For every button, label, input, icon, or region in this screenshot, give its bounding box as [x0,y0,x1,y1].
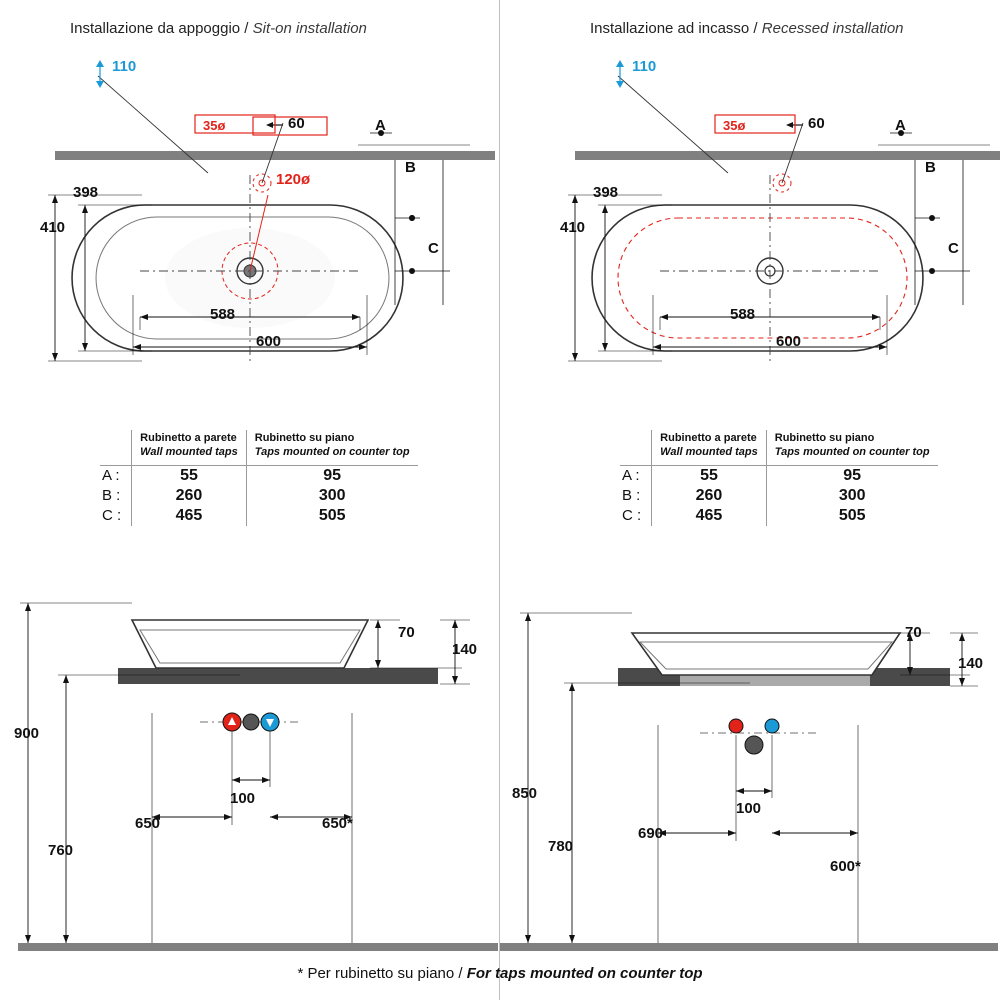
offset-arrow-left [266,122,273,128]
left-title-en: Sit-on installation [252,20,367,37]
table-row [100,465,418,486]
right-title-en: Recessed installation [761,20,904,37]
right-elev-basin-height: 70 [905,624,922,641]
wall-band-left [55,151,495,160]
table-header-row [100,430,418,465]
row-b-counter: 300 [246,486,417,506]
right-plan-inner-width: 398 [593,184,619,201]
cold-tap-icon-right [765,719,779,733]
right-title-it: Installazione ad incasso [590,20,750,37]
table-header-counter-it: Rubinetto su piano [254,432,355,444]
row-c-wall-2: 465 [652,506,767,526]
left-plan-inner-width: 398 [73,184,99,201]
left-dimension-table [100,430,418,526]
left-plan-outer-length: 600 [256,333,282,350]
left-elev-basin-height: 70 [398,624,415,641]
left-elev-right-dist: 650* [322,815,353,832]
wall-band-right [575,151,1000,160]
waste-fitting-right [745,736,763,754]
waste-fitting-left [243,714,259,730]
table-header-wall-it: Rubinetto a parete [140,432,237,444]
height-arrow-down-left [96,81,104,88]
counter-slab-left [118,668,438,684]
left-plan-tap-offset: 60 [288,115,305,132]
table-corner-2 [620,430,652,465]
left-elev-tap-height: 760 [48,842,74,859]
row-label-c: C : [102,507,122,524]
row-c-counter: 505 [246,506,417,526]
right-plan-mark-b: B [925,159,936,176]
left-plan-mark-b: B [405,159,416,176]
basin-section-left [132,620,368,668]
row-a-wall-2: 55 [652,465,767,486]
row-label-a: A : [100,465,132,486]
basin-outline-right [592,205,923,351]
left-title-it: Installazione da appoggio [70,20,241,37]
table-header-counter-en: Taps mounted on counter top [254,445,410,458]
right-plan-mark-a: A [895,117,906,134]
table-header-counter-en-2: Taps mounted on counter top [774,445,930,458]
title-sep-right: / [749,20,762,37]
left-panel-title [70,20,367,37]
row-label-a-2: A : [620,465,652,486]
row-b-wall: 260 [132,486,247,506]
table-row [100,506,418,526]
right-dimension-table [620,430,938,526]
right-plan-outer-length: 600 [776,333,802,350]
floor-band-right [500,943,998,951]
right-panel-title [590,20,904,37]
row-label-b-2: B : [622,487,641,504]
hot-tap-icon-right [729,719,743,733]
left-plan-mark-c: C [428,240,439,257]
right-plan-mark-c: C [948,240,959,257]
footnote-star: * [297,965,308,982]
table-header-row [620,430,938,465]
right-plan-outer-width: 410 [560,219,586,236]
table-row [620,506,938,526]
left-plan-mark-a: A [375,117,386,134]
footnote [0,965,1000,982]
right-elev-top-height: 850 [512,785,538,802]
left-plan-waste-hole: 120ø [276,171,311,188]
right-plan-tap-hole: 35ø [723,118,746,133]
right-elev-right-dist: 600* [830,858,861,875]
left-elev-top-height: 900 [14,725,40,742]
table-header-counter-2 [766,430,937,465]
table-row [100,486,418,506]
row-c-wall: 465 [132,506,247,526]
left-plan-tap-hole: 35ø [203,118,226,133]
right-elev-tap-height: 780 [548,838,574,855]
row-b-counter-2: 300 [766,486,937,506]
table-header-wall-en-2: Wall mounted taps [660,445,758,458]
row-a-counter: 95 [246,465,417,486]
left-elevation-drawing [0,595,500,975]
footnote-sep: / [454,965,467,982]
row-label-b: B : [102,487,121,504]
right-plan-drawing [520,55,1000,435]
table-row [620,465,938,486]
left-elev-left-dist: 650 [135,815,161,832]
right-plan-height-callout: 110 [632,58,657,75]
right-elev-left-dist: 690 [638,825,664,842]
table-header-wall-it-2: Rubinetto a parete [660,432,757,444]
left-plan-inner-length: 588 [210,306,236,323]
right-plan-inner-length: 588 [730,306,756,323]
left-plan-drawing [0,55,500,435]
footnote-it: Per rubinetto su piano [307,965,455,982]
row-label-c-2: C : [622,507,642,524]
table-header-counter-it-2: Rubinetto su piano [774,432,875,444]
left-plan-height-callout: 110 [112,58,137,75]
right-plan-tap-offset: 60 [808,115,825,132]
row-a-counter-2: 95 [766,465,937,486]
right-elev-spread: 100 [736,800,762,817]
row-c-counter-2: 505 [766,506,937,526]
title-sep-left: / [240,20,253,37]
left-plan-outer-width: 410 [40,219,66,236]
row-a-wall: 55 [132,465,247,486]
right-elev-total-height: 140 [958,655,984,672]
table-row [620,486,938,506]
height-arrow-up-left [96,60,104,67]
left-elev-spread: 100 [230,790,256,807]
table-header-counter [246,430,417,465]
left-elev-total-height: 140 [452,641,478,658]
table-header-wall-en: Wall mounted taps [140,445,238,458]
floor-band-left [18,943,498,951]
table-corner [100,430,132,465]
footnote-en: For taps mounted on counter top [466,965,703,982]
row-b-wall-2: 260 [652,486,767,506]
table-header-wall-2 [652,430,767,465]
right-elevation-drawing [500,595,1000,975]
table-header-wall [132,430,247,465]
